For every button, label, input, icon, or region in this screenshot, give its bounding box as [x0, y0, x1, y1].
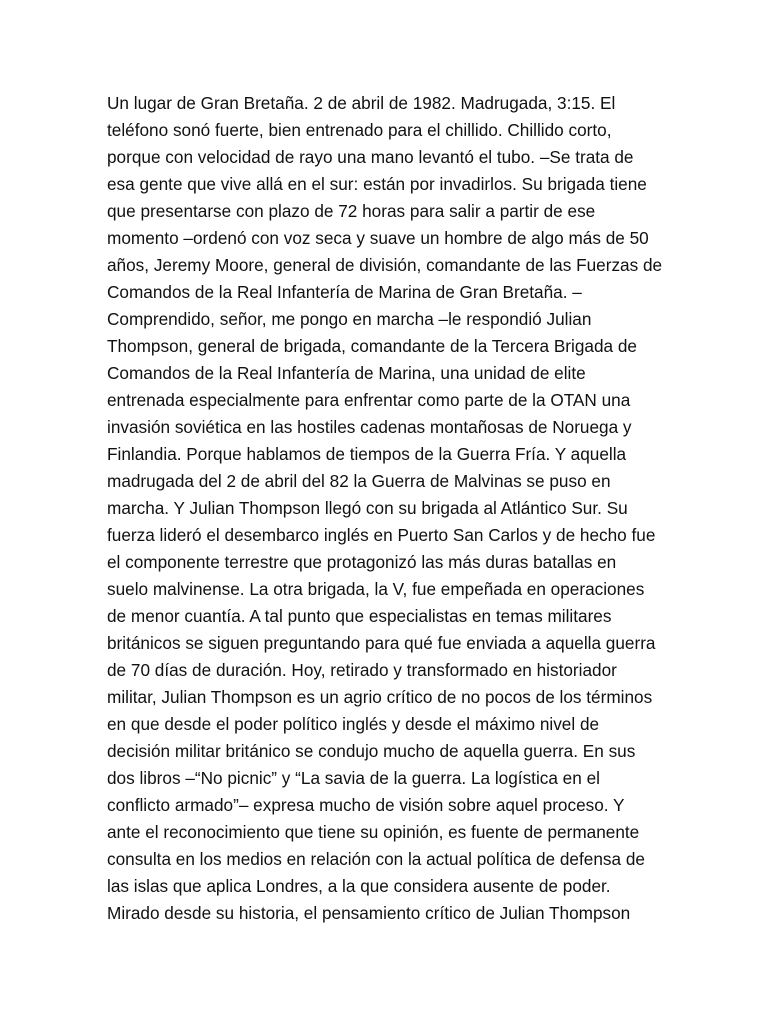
text-line: porque con velocidad de rayo una mano levantó el tubo. –Se trata de [107, 147, 634, 167]
text-line: militar, Julian Thompson es un agrio crítico de no pocos de los términos [107, 687, 653, 707]
text-line: marcha. Y Julian Thompson llegó con su brigada al Atlántico Sur. Su [107, 498, 628, 518]
text-line: ante el reconocimiento que tiene su opinión, es fuente de permanente [107, 822, 640, 842]
text-line: Comprendido, señor, me pongo en marcha –le respondió Julian [107, 309, 592, 329]
text-line: momento –ordenó con voz seca y suave un hombre de algo más de 50 [107, 228, 649, 248]
text-line: Mirado desde su historia, el pensamiento crítico de Julian Thompson [107, 903, 631, 923]
text-line: en que desde el poder político inglés y desde el máximo nivel de [107, 714, 600, 734]
body-paragraph [107, 90, 667, 927]
text-line: Un lugar de Gran Bretaña. 2 de abril de 1982. Madrugada, 3:15. El [107, 93, 616, 113]
text-line: dos libros –“No picnic” y “La savia de la guerra. La logística en el [107, 768, 600, 788]
text-line: teléfono sonó fuerte, bien entrenado para el chillido. Chillido corto, [107, 120, 612, 140]
text-line: entrenada especialmente para enfrentar como parte de la OTAN una [107, 390, 631, 410]
text-line: Finlandia. Porque hablamos de tiempos de la Guerra Fría. Y aquella [107, 444, 627, 464]
text-line: fuerza lideró el desembarco inglés en Puerto San Carlos y de hecho fue [107, 525, 656, 545]
text-line: de 70 días de duración. Hoy, retirado y transformado en historiador [107, 660, 617, 680]
text-line: Comandos de la Real Infantería de Marina de Gran Bretaña. – [107, 282, 582, 302]
text-line: que presentarse con plazo de 72 horas para salir a partir de ese [107, 201, 596, 221]
text-line: el componente terrestre que protagonizó las más duras batallas en [107, 552, 617, 572]
text-line: británicos se siguen preguntando para qué fue enviada a aquella guerra [107, 633, 656, 653]
text-line: las islas que aplica Londres, a la que considera ausente de poder. [107, 876, 611, 896]
text-line: madrugada del 2 de abril del 82 la Guerra de Malvinas se puso en [107, 471, 611, 491]
text-line: Comandos de la Real Infantería de Marina, una unidad de elite [107, 363, 586, 383]
text-line: consulta en los medios en relación con la actual política de defensa de [107, 849, 645, 869]
text-line: de menor cuantía. A tal punto que especialistas en temas militares [107, 606, 612, 626]
text-line: años, Jeremy Moore, general de división, comandante de las Fuerzas de [107, 255, 663, 275]
text-line: invasión soviética en las hostiles cadenas montañosas de Noruega y [107, 417, 632, 437]
text-line: Thompson, general de brigada, comandante de la Tercera Brigada de [107, 336, 637, 356]
text-line: conflicto armado”– expresa mucho de visión sobre aquel proceso. Y [107, 795, 625, 815]
text-line: esa gente que vive allá en el sur: están por invadirlos. Su brigada tiene [107, 174, 647, 194]
text-line: decisión militar británico se condujo mucho de aquella guerra. En sus [107, 741, 636, 761]
text-line: suelo malvinense. La otra brigada, la V, fue empeñada en operaciones [107, 579, 645, 599]
